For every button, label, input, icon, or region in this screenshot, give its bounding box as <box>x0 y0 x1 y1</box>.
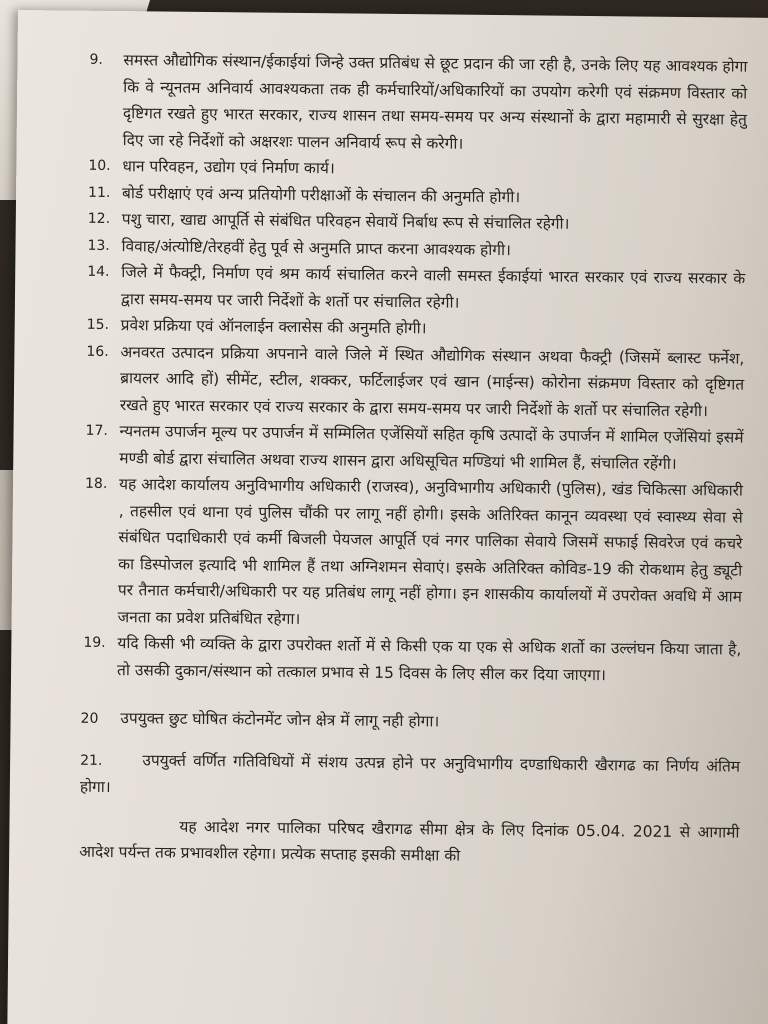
clause-19 <box>81 630 742 690</box>
clause-number: 18. <box>84 475 108 492</box>
clause-text: विवाह/अंत्योष्टि/तेरहवीं हेतु पूर्व से अनुमति प्राप्त करना आवश्यक होगी। <box>121 236 512 259</box>
clause-number: 9. <box>89 51 103 68</box>
clause-number: 11. <box>88 184 111 201</box>
clause-17 <box>83 418 744 478</box>
clause-text: पशु चारा, खाद्य आपूर्ति से संबंधित परिवहन सेवायें निर्बाध रूप से संचालित रहेगी। <box>121 210 570 233</box>
clause-number: 14. <box>87 263 110 280</box>
clause-21 <box>80 746 741 807</box>
clause-number: 16. <box>86 343 109 360</box>
clause-body <box>80 746 741 807</box>
clause-number: 13. <box>87 237 110 254</box>
clause-text: यह आदेश कार्यालय अनुविभागीय अधिकारी (राजस्व), अनुविभागीय अधिकारी (पुलिस), खंड चिकित्सा अधिकारी , तहसील एवं थाना एवं पुलिस चौंकी पर लागू नहीं होगी। इसके अतिरिक्त कानून व्यवस्था एवं स्वास्थ्य सेवा से संबंधित पदाधिकारी एवं कर्मी बिजली पेयजल आपूर्ति एवं नगर पालिका सेवाये जिसमें सफाई सिवरेज एवं कचरे का डिस्पोजल इत्यादि भी शामिल हैं तथा अग्निशमन सेवाएं। इसके अतिरिक्त कोविड-19 की रोकथाम हेतु ड्यूटी पर तैनात कर्मचारी/अधिकारी पर यह प्रतिबंध लागू नहीं होगा। इन शासकीय कार्यालयों में उपरोक्त अवधि में आम जनता का प्रवेश प्रतिबंधित रहेगा। <box>117 475 744 628</box>
clause-text: यदि किसी भी व्यक्ति के द्वारा उपरोक्त शर्तो में से किसी एक या एक से अधिक शर्तो का उल्लंघन किया जाता है, तो उसकी दुकान/संस्थान को तत्काल प्रभाव से 15 दिवस के लिए सील कर दिया जाएगा। <box>117 634 742 684</box>
clause-number: 21. <box>80 752 103 769</box>
clause-text: प्रवेश प्रक्रिया एवं ऑनलाईन क्लासेस की अनुमति होगी। <box>120 316 427 338</box>
document-page <box>7 10 768 1024</box>
clause-number: 17. <box>85 422 108 439</box>
clause-text: न्यनतम उपार्जन मूल्य पर उपार्जन में सम्मिलित एजेंसियों सहित कृषि उत्पादों के उपार्जन में शामिल एजेंसियां इसमें मण्डी बोर्ड द्वारा संचालित अथवा राज्य शासन द्वारा अधिसूचित मण्डियां भी शामिल हैं, संचालित रहेंगी। <box>119 422 744 473</box>
clause-number: 12. <box>87 210 111 227</box>
clause-18 <box>82 471 744 637</box>
clause-number: 10. <box>88 157 111 174</box>
clause-16 <box>84 338 745 424</box>
clause-20 <box>80 705 740 739</box>
closing-paragraph: यह आदेश नगर पालिका परिषद खैरागढ सीमा क्षेत्र के लिए दिनांक 05.04. 2021 से आगामी आदेश पर्यन्त तक प्रभावशील रहेगा। प्रत्येक सप्ताह इसकी समीक्षा की <box>79 817 740 865</box>
clause-text: जिले में फैक्ट्री, निर्माण एवं श्रम कार्य संचालित करने वाली समस्त ईकाईयां भारत सरकार एवं राज्य सरकार के द्वारा समय-समय पर जारी निर्देशों के शर्तो पर संचालित रहेगी। <box>120 263 746 312</box>
clause-number: 15. <box>86 316 110 333</box>
clause-text: बोर्ड परीक्षाएं एवं अन्य प्रतियोगी परीक्षाओं के संचालन की अनुमति होगी। <box>121 183 521 206</box>
clause-9 <box>87 47 748 160</box>
clause-text: उपयुर्क्त वर्णित गतिविधियों में संशय उत्पन्न होने पर अनुविभागीय दण्डाधिकारी खैरागढ का निर्णय अंतिम होगा। <box>79 750 741 797</box>
clause-text: समस्त औद्योगिक संस्थान/ईकाईयां जिन्हे उक्त प्रतिबंध से छूट प्रदान की जा रही है, उनके लिए यह आवश्यक होगा कि वे न्यूनतम अनिवार्य आवश्यकता तक ही कर्मचारियों/अधिकारियों का उपयोग करेगी एवं संक्रमण विस्तार को दृष्टिगत रखते हुए भारत सरकार, राज्य शासन तथा समय-समय पर अन्य संस्थानों के द्वारा महामारी से सुरक्षा हेतु दिए जा रहे निर्देशों को अक्षरशः पालन अनिवार्य रूप से करेगी। <box>122 51 748 153</box>
clause-text: अनवरत उत्पादन प्रक्रिया अपनाने वाले जिले में स्थित औद्योगिक संस्थान अथवा फैक्ट्री (जिसमें ब्लास्ट फर्नेश, ब्रायलर आदि हों) सीमेंट, स्टील, शक्कर, फर्टिलाईजर एवं खान (माईन्स) कोरोना संक्रमण विस्तार को दृष्टिगत रखते हुए भारत सरकार एवं राज्य सरकार के द्वारा समय-समय पर जारी निर्देशों के शर्तो पर संचालित रहेगी। <box>119 342 745 420</box>
clause-14 <box>85 259 746 319</box>
clause-number: 19. <box>83 634 106 651</box>
clause-text: उपयुक्त छुट घोषित कंटोनमेंट जोन क्षेत्र में लागू नही होगा। <box>120 709 440 731</box>
clause-number: 20 <box>80 710 99 727</box>
document-body <box>79 47 748 888</box>
clause-text: धान परिवहन, उद्योग एवं निर्माण कार्य। <box>122 157 335 178</box>
